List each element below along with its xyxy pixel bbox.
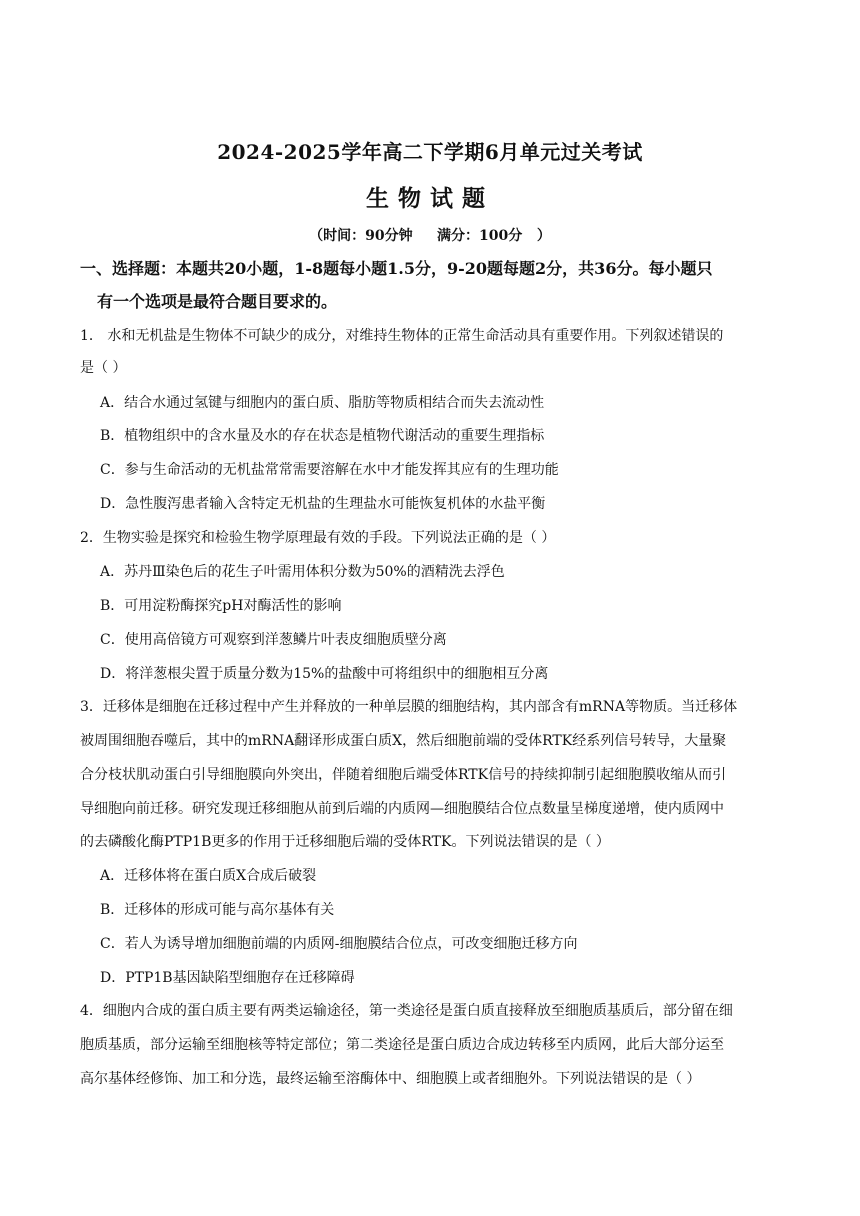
question-2-stem: 2．生物实验是探究和检验生物学原理最有效的手段。下列说法正确的是（ ）	[80, 530, 556, 546]
section-heading	[80, 252, 800, 318]
question-1-option-d: D．急性腹泻患者输入含特定无机盐的生理盐水可能恢复机体的水盐平衡	[100, 496, 546, 512]
question-1-option-b: B．植物组织中的含水量及水的存在状态是植物代谢活动的重要生理指标	[100, 428, 545, 444]
question-4-stem: 胞质基质，部分运输至细胞核等特定部位；第二类途径是蛋白质边合成边转移至内质网，此后大部分运至	[80, 1037, 724, 1053]
question-3-stem: 被周围细胞吞噬后，其中的mRNA翻译形成蛋白质X，然后细胞前端的受体RTK经系列信号转导，大量聚	[80, 733, 727, 749]
question-2-option-a: A．苏丹Ⅲ染色后的花生子叶需用体积分数为50%的酒精洗去浮色	[100, 564, 505, 580]
subject-title: 生物试题	[366, 185, 494, 212]
question-2-option-d: D．将洋葱根尖置于质量分数为15%的盐酸中可将组织中的细胞相互分离	[100, 666, 549, 682]
question-2-option-c: C．使用高倍镜方可观察到洋葱鳞片叶表皮细胞质壁分离	[100, 632, 447, 648]
question-3-stem: 合分枝状肌动蛋白引导细胞膜向外突出，伴随着细胞后端受体RTK信号的持续抑制引起细胞膜收缩从而引	[80, 767, 727, 783]
question-4-stem: 4．细胞内合成的蛋白质主要有两类运输途径，第一类途径是蛋白质直接释放至细胞质基质后，部分留在细	[80, 1003, 733, 1019]
question-3-option-c: C．若人为诱导增加细胞前端的内质网-细胞膜结合位点，可改变细胞迁移方向	[100, 936, 578, 952]
question-1-option-c: C．参与生命活动的无机盐常常需要溶解在水中才能发挥其应有的生理功能	[100, 462, 559, 478]
exam-title: 2024-2025学年高二下学期6月单元过关考试	[217, 140, 643, 164]
question-2-option-b: B．可用淀粉酶探究pH对酶活性的影响	[100, 598, 342, 614]
question-1-stem: 是（ ）	[80, 360, 127, 376]
section-heading-line: 一、选择题：本题共20小题，1-8题每小题1.5分，9-20题每题2分，共36分。每小题只	[80, 259, 713, 278]
question-4-stem: 高尔基体经修饰、加工和分选，最终运输至溶酶体中、细胞膜上或者细胞外。下列说法错误的是（ ）	[80, 1071, 701, 1087]
question-3-option-b: B．迁移体的形成可能与高尔基体有关	[100, 902, 335, 918]
question-3-stem: 3．迁移体是细胞在迁移过程中产生并释放的一种单层膜的细胞结构，其内部含有mRNA等物质。当迁移体	[80, 699, 738, 715]
question-3-option-d: D．PTP1B基因缺陷型细胞存在迁移障碍	[100, 970, 355, 986]
question-3-stem: 导细胞向前迁移。研究发现迁移细胞从前到后端的内质网—细胞膜结合位点数量呈梯度递增，使内质网中	[80, 801, 724, 817]
section-heading-line: 有一个选项是最符合题目要求的。	[97, 292, 338, 311]
question-3-option-a: A．迁移体将在蛋白质X合成后破裂	[100, 868, 317, 884]
exam-info: （时间：90分钟 满分：100分 ）	[309, 228, 551, 244]
question-1-stem: 1． 水和无机盐是生物体不可缺少的成分，对维持生物体的正常生命活动具有重要作用。下列叙述错误的	[80, 328, 724, 344]
question-3-stem: 的去磷酸化酶PTP1B更多的作用于迁移细胞后端的受体RTK。下列说法错误的是（ ）	[80, 834, 610, 850]
question-1-option-a: A．结合水通过氢键与细胞内的蛋白质、脂肪等物质相结合而失去流动性	[100, 395, 545, 411]
